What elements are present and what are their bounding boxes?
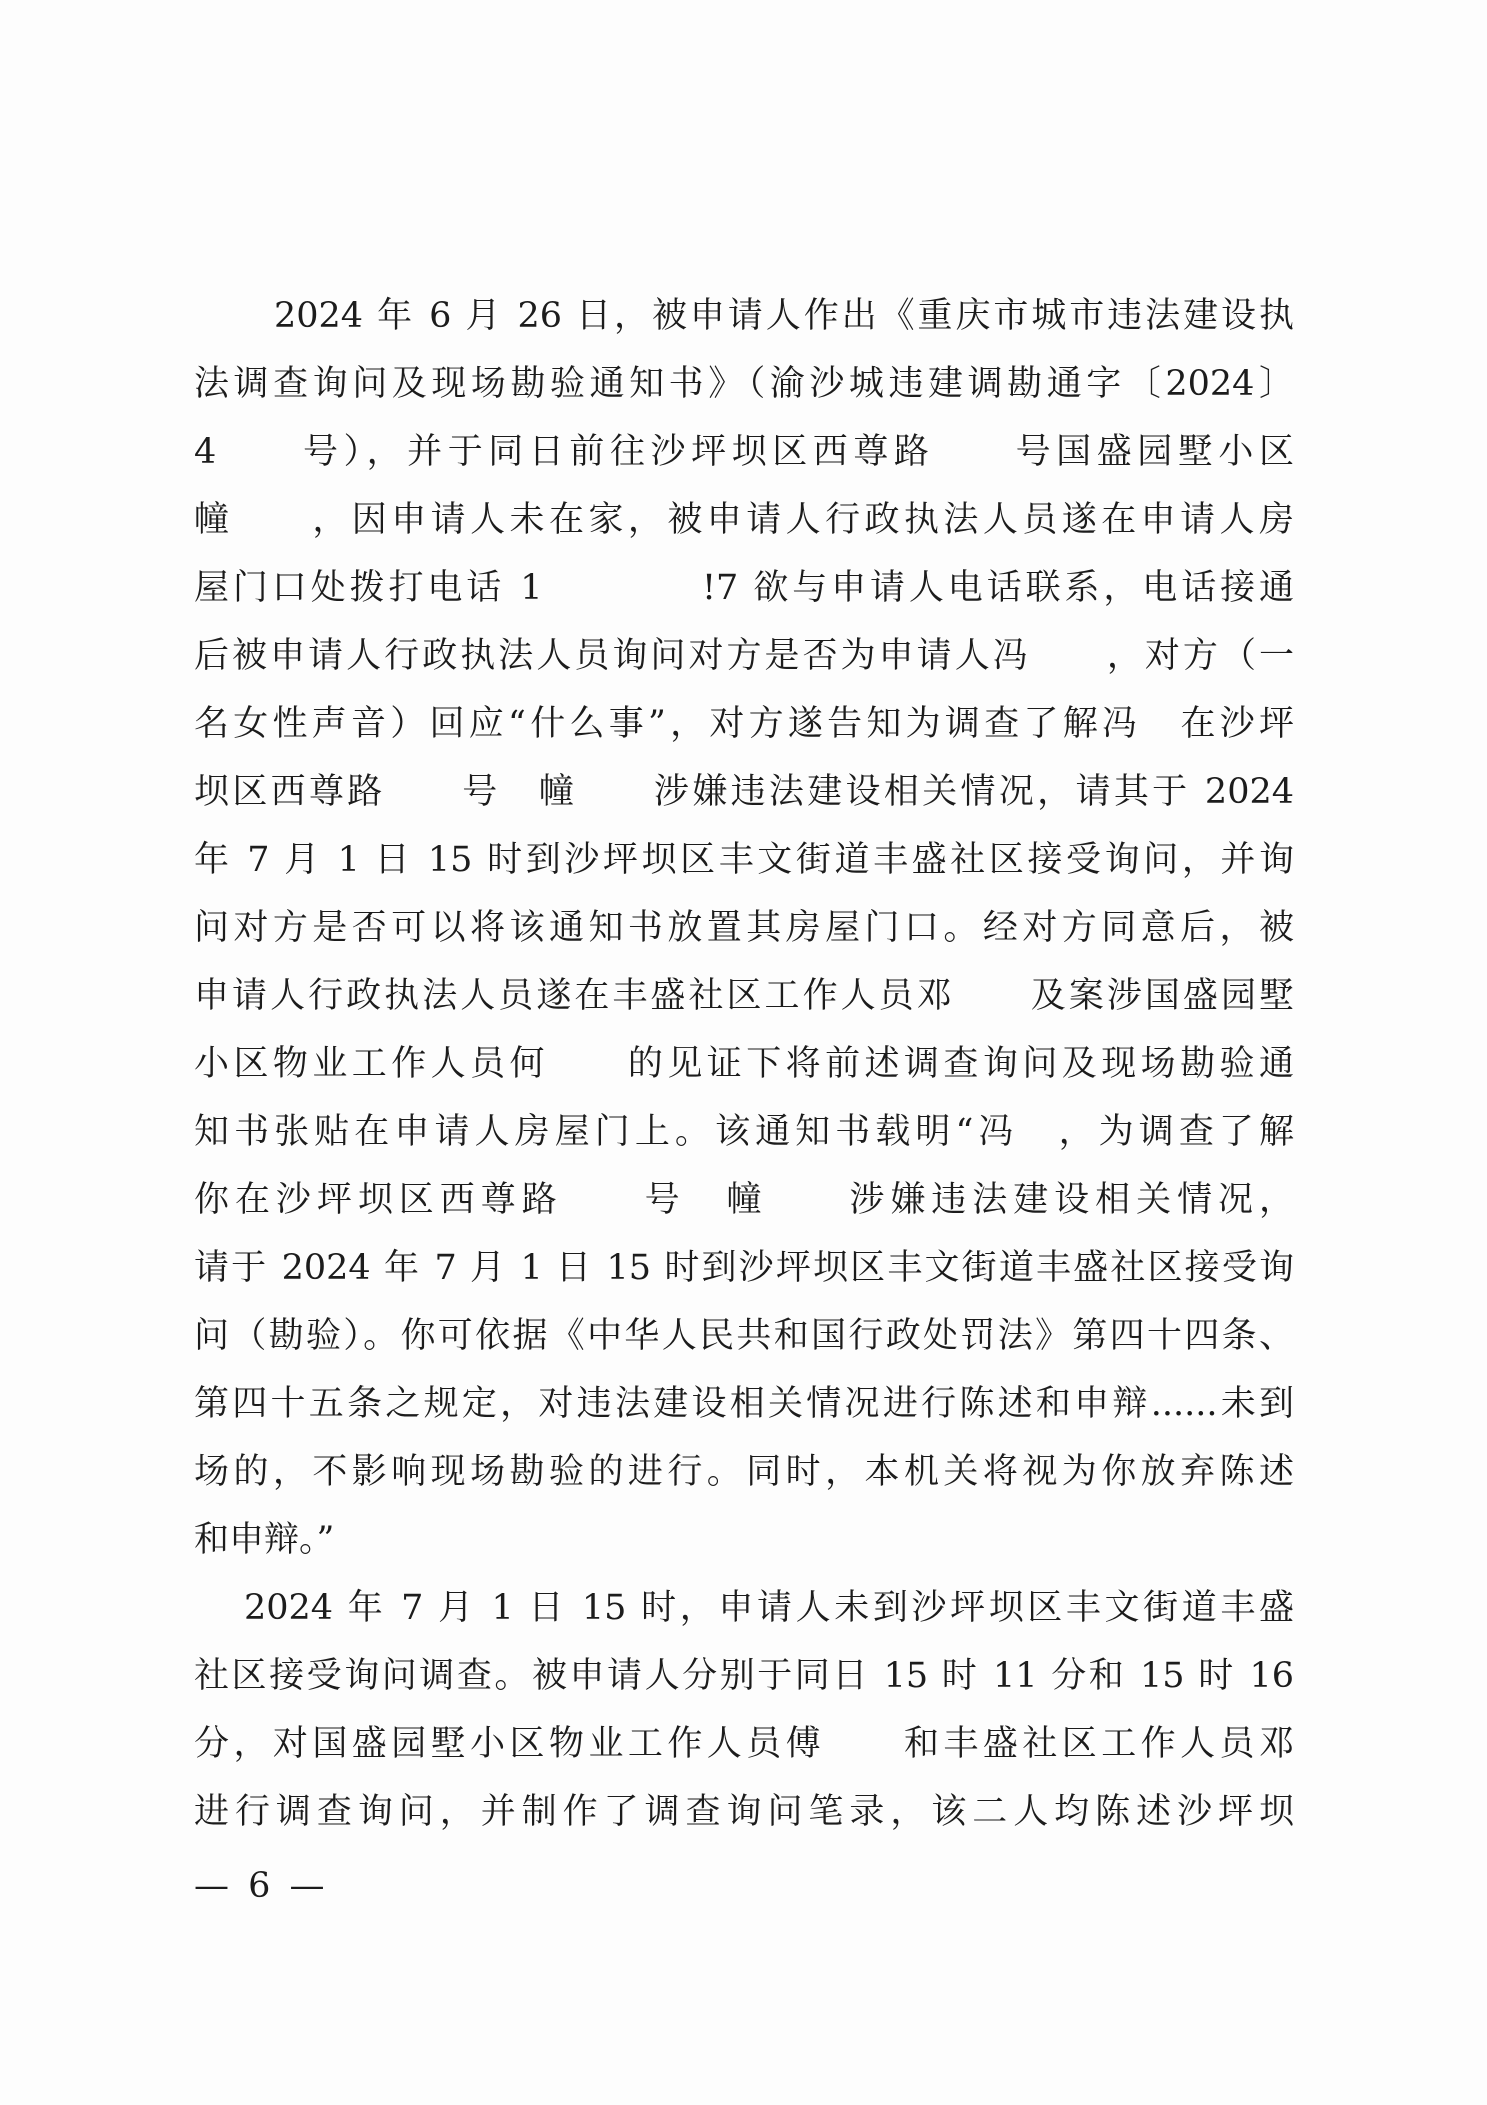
- text-line: 第四十五条之规定，对违法建设相关情况进行陈述和申辩......未到: [194, 1384, 1294, 1424]
- text-line: 2024 年 6 月 26 日，被申请人作出《重庆市城市违法建设执: [274, 296, 1294, 336]
- text-line: 幢 ，因申请人未在家，被申请人行政执法人员遂在申请人房: [194, 500, 1294, 540]
- paragraph: [194, 282, 1294, 1574]
- text-line: 法调查询问及现场勘验通知书》（渝沙城违建调勘通字〔2024〕: [194, 364, 1294, 404]
- text-line: 申请人行政执法人员遂在丰盛社区工作人员邓 及案涉国盛园墅: [194, 976, 1294, 1016]
- text-line: 知书张贴在申请人房屋门上。该通知书载明“冯 ，为调查了解: [194, 1112, 1294, 1152]
- text-line: 和申辩。”: [194, 1520, 335, 1560]
- text-line: 场的，不影响现场勘验的进行。同时，本机关将视为你放弃陈述: [194, 1452, 1294, 1492]
- text-line: 你在沙坪坝区西尊路 号 幢 涉嫌违法建设相关情况，: [194, 1180, 1294, 1220]
- page-number: — 6 —: [194, 1866, 329, 1906]
- text-line: 小区物业工作人员何 的见证下将前述调查询问及现场勘验通: [194, 1044, 1294, 1084]
- text-line: 年 7 月 1 日 15 时到沙坪坝区丰文街道丰盛社区接受询问，并询: [194, 840, 1294, 880]
- text-line: 坝区西尊路 号 幢 涉嫌违法建设相关情况，请其于 2024: [194, 772, 1294, 812]
- text-line: 问（勘验）。你可依据《中华人民共和国行政处罚法》第四十四条、: [194, 1316, 1294, 1356]
- text-line: 4 号），并于同日前往沙坪坝区西尊路 号国盛园墅小区: [194, 432, 1294, 472]
- text-line: 社区接受询问调查。被申请人分别于同日 15 时 11 分和 15 时 16: [194, 1656, 1294, 1696]
- text-line: 名女性声音）回应“什么事”，对方遂告知为调查了解冯 在沙坪: [194, 704, 1294, 744]
- text-line: 问对方是否可以将该通知书放置其房屋门口。经对方同意后，被: [194, 908, 1294, 948]
- text-line: 请于 2024 年 7 月 1 日 15 时到沙坪坝区丰文街道丰盛社区接受询: [194, 1248, 1294, 1288]
- text-line: 分，对国盛园墅小区物业工作人员傅 和丰盛社区工作人员邓: [194, 1724, 1294, 1764]
- text-line: 后被申请人行政执法人员询问对方是否为申请人冯 ，对方（一: [194, 636, 1294, 676]
- text-line: 屋门口处拨打电话 1 !7 欲与申请人电话联系，电话接通: [194, 568, 1294, 608]
- document-body: [194, 282, 1294, 1846]
- paragraph: [194, 1574, 1294, 1846]
- text-line: 2024 年 7 月 1 日 15 时，申请人未到沙坪坝区丰文街道丰盛: [244, 1588, 1294, 1628]
- text-line: 进行调查询问，并制作了调查询问笔录，该二人均陈述沙坪坝: [194, 1792, 1294, 1832]
